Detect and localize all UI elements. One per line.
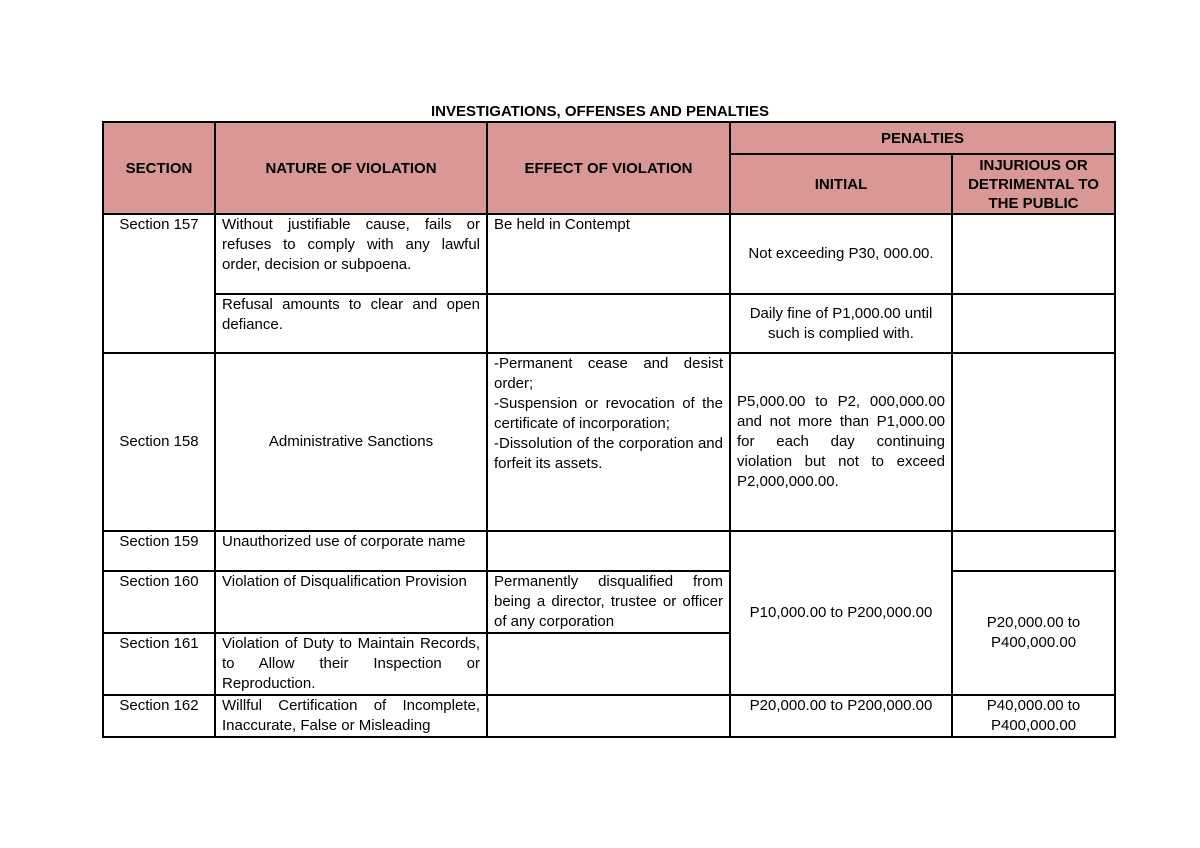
injurious-158: [952, 353, 1115, 531]
nature-157-b: Refusal amounts to clear and open defiance.: [215, 294, 487, 353]
penalties-table: [102, 121, 1116, 738]
table-row: [103, 294, 1115, 353]
header-effect: EFFECT OF VIOLATION: [487, 122, 730, 214]
initial-159-161: P10,000.00 to P200,000.00: [730, 531, 952, 695]
nature-158: Administrative Sanctions: [215, 353, 487, 531]
effect-157-b: [487, 294, 730, 353]
header-section: SECTION: [103, 122, 215, 214]
initial-158: P5,000.00 to P2, 000,000.00 and not more than P1,000.00 for each day continuing violation but not to exceed P2,000,000.00.: [730, 353, 952, 531]
table-row: [103, 531, 1115, 571]
section-159: Section 159: [103, 531, 215, 571]
header-nature: NATURE OF VIOLATION: [215, 122, 487, 214]
initial-157-a: Not exceeding P30, 000.00.: [730, 214, 952, 294]
section-160: Section 160: [103, 571, 215, 633]
nature-161: Violation of Duty to Maintain Records, to Allow their Inspection or Reproduction.: [215, 633, 487, 695]
injurious-160-161: P20,000.00 to P400,000.00: [952, 571, 1115, 695]
table-row: [103, 353, 1115, 531]
effect-160: Permanently disqualified from being a director, trustee or officer of any corporation: [487, 571, 730, 633]
header-penalties: PENALTIES: [730, 122, 1115, 154]
effect-157: Be held in Contempt: [487, 214, 730, 294]
table-row: [103, 214, 1115, 294]
initial-162: P20,000.00 to P200,000.00: [730, 695, 952, 737]
injurious-162: P40,000.00 to P400,000.00: [952, 695, 1115, 737]
injurious-157-a: [952, 214, 1115, 294]
effect-162: [487, 695, 730, 737]
effect-158-a: -Permanent cease and desist order;: [494, 355, 723, 392]
section-161: Section 161: [103, 633, 215, 695]
initial-157-b: Daily fine of P1,000.00 until such is complied with.: [730, 294, 952, 353]
effect-158-c: -Dissolution of the corporation and forfeit its assets.: [494, 435, 723, 472]
table-row: [103, 571, 1115, 633]
effect-161: [487, 633, 730, 695]
document-title: INVESTIGATIONS, OFFENSES AND PENALTIES: [430, 103, 770, 120]
effect-158: [487, 353, 730, 531]
injurious-157-b: [952, 294, 1115, 353]
nature-159: Unauthorized use of corporate name: [215, 531, 487, 571]
header-injurious: INJURIOUS OR DETRIMENTAL TO THE PUBLIC: [952, 154, 1115, 214]
nature-157-a: Without justifiable cause, fails or refuses to comply with any lawful order, decision or subpoena.: [215, 214, 487, 294]
header-initial: INITIAL: [730, 154, 952, 214]
section-157: Section 157: [103, 214, 215, 353]
injurious-159: [952, 531, 1115, 571]
effect-159: [487, 531, 730, 571]
nature-162: Willful Certification of Incomplete, Inaccurate, False or Misleading: [215, 695, 487, 737]
nature-160: Violation of Disqualification Provision: [215, 571, 487, 633]
effect-158-b: -Suspension or revocation of the certificate of incorporation;: [494, 395, 723, 432]
section-158: Section 158: [103, 353, 215, 531]
section-162: Section 162: [103, 695, 215, 737]
table-row: [103, 695, 1115, 737]
